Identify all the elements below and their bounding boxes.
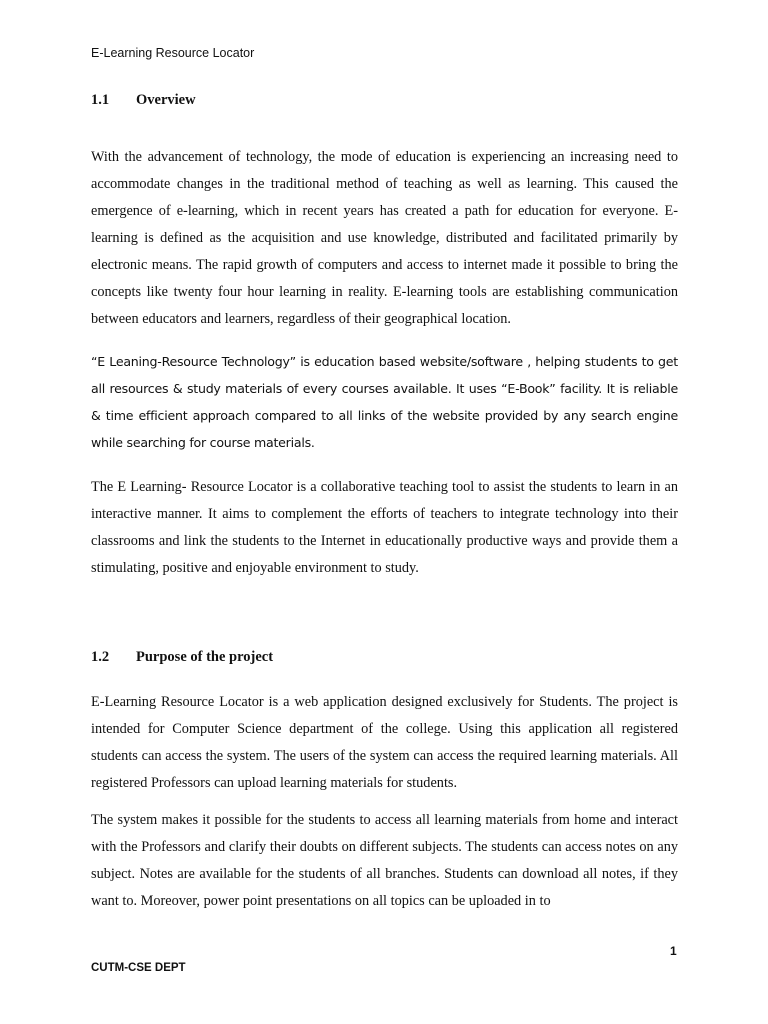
overview-paragraph-2: “E Leaning-Resource Technology” is education based website/software , helping students to get all resources & study materials of every courses available. It uses “E-Book” facility. It is reliable & time efficient approach compared to all links of the website provided by any search engine while searching for course materials.: [91, 354, 678, 450]
section-title: Overview: [136, 92, 196, 108]
section-heading-purpose: [91, 649, 273, 666]
section-title: Purpose of the project: [136, 649, 274, 665]
overview-paragraph-1: With the advancement of technology, the mode of education is experiencing an increasing need to accommodate changes in the traditional method of teaching as well as learning. This caused the emergence of e-learning, which in recent years has created a path for education for everyone. E-learning is defined as the acquisition and use knowledge, distributed and facilitated primarily by electronic means. The rapid growth of computers and access to internet made it possible to bring the concepts like twenty four hour learning in reality. E-learning tools are establishing communication between educators and learners, regardless of their geographical location.: [91, 149, 678, 327]
purpose-paragraph-2: The system makes it possible for the students to access all learning materials from home and interact with the Professors and clarify their doubts on different subjects. The students can access notes on any subject. Notes are available for the students of all branches. Students can download all notes, if they want to. Moreover, power point presentations on all topics can be uploaded in to: [91, 812, 678, 909]
running-header: E-Learning Resource Locator: [91, 46, 255, 60]
section-number: 1.1: [91, 92, 110, 108]
running-footer: CUTM-CSE DEPT: [91, 962, 186, 974]
purpose-paragraph-1: E-Learning Resource Locator is a web application designed exclusively for Students. The project is intended for Computer Science department of the college. Using this application all registered students can access the system. The users of the system can access the required learning materials. All registered Professors can upload learning materials for students.: [91, 694, 678, 791]
section-number: 1.2: [91, 649, 110, 665]
section-heading-overview: [91, 92, 196, 109]
page-number: 1: [670, 944, 677, 958]
overview-paragraph-3: The E Learning- Resource Locator is a collaborative teaching tool to assist the students to learn in an interactive manner. It aims to complement the efforts of teachers to integrate technology into their classrooms and link the students to the Internet in educationally productive ways and provide them a stimulating, positive and enjoyable environment to study.: [91, 479, 678, 576]
